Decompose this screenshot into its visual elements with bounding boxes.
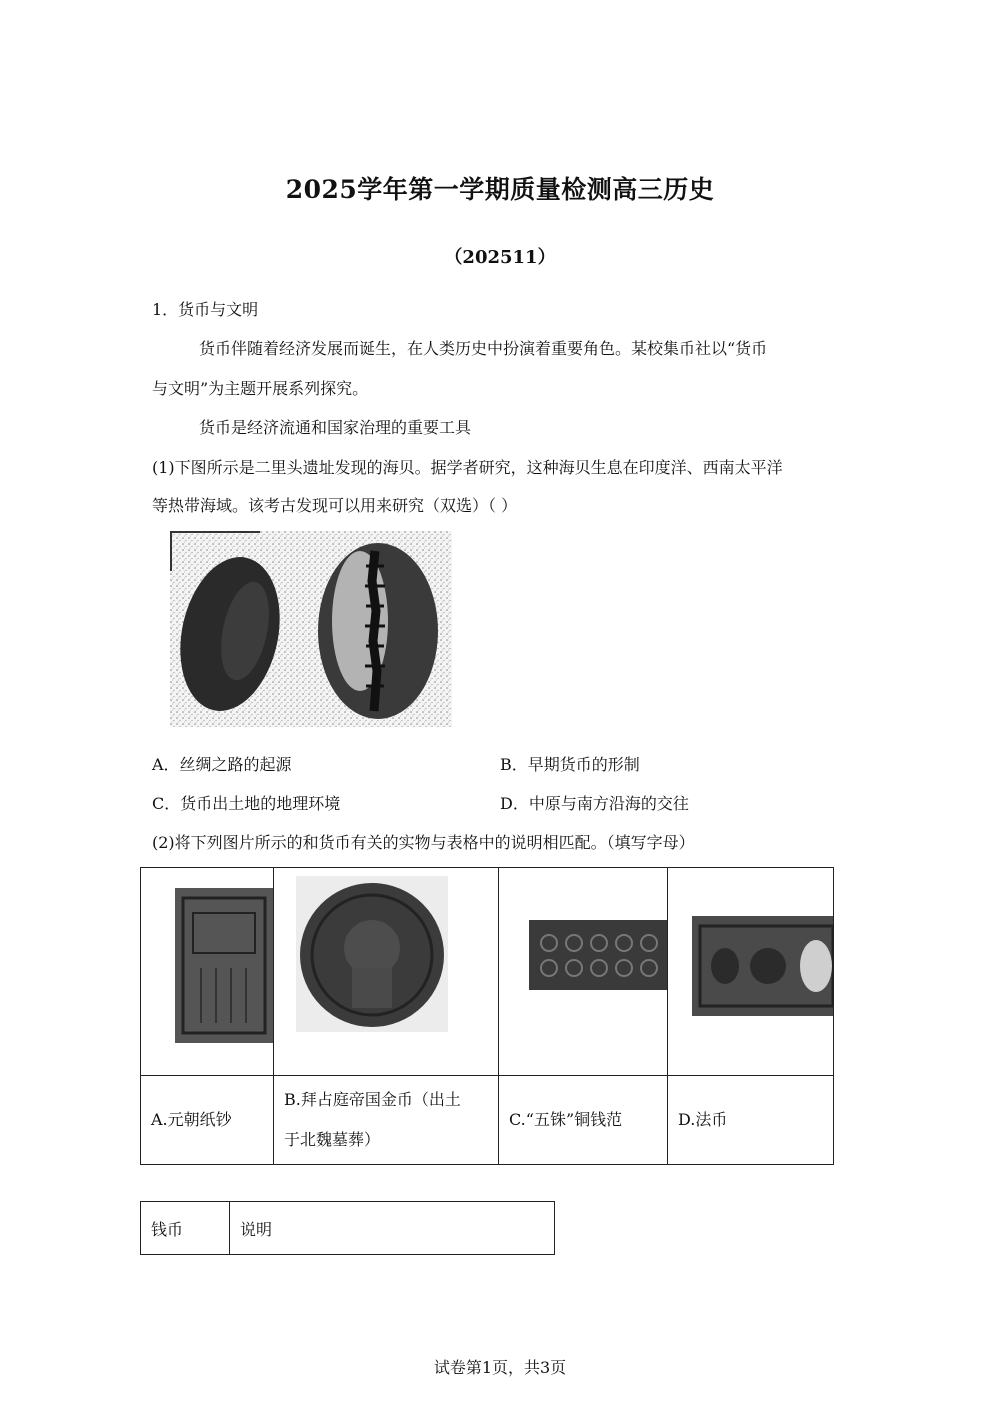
question-heading: 1．货币与文明 — [152, 300, 259, 319]
exam-date: （202511） — [444, 247, 556, 268]
label-d: D.法币 — [668, 1076, 834, 1165]
intro-line-2: 与文明”为主题开展系列探究。 — [152, 379, 369, 398]
option-a: A．丝绸之路的起源 — [152, 755, 292, 774]
yuan-paper-money-image — [141, 868, 273, 1075]
wuzhu-coin-mold-image — [499, 868, 667, 1075]
column-header-coin: 钱币 — [141, 1202, 230, 1255]
section-title: 货币是经济流通和国家治理的重要工具 — [199, 418, 472, 437]
cell-yuan-paper-money — [141, 868, 274, 1076]
currency-picture-table — [140, 867, 834, 1165]
label-b: B.拜占庭帝国金币（出土 于北魏墓葬） — [274, 1076, 499, 1165]
option-b: B．早期货币的形制 — [500, 755, 640, 774]
label-c: C.“五铢”铜钱范 — [499, 1076, 668, 1165]
cowrie-shells-image — [170, 531, 452, 727]
cell-byzantine-coin — [274, 868, 499, 1076]
intro-line-1: 货币伴随着经济发展而诞生，在人类历史中扮演着重要角色。某校集币社以“货币 — [199, 339, 768, 358]
option-d: D．中原与南方沿海的交往 — [500, 794, 689, 813]
option-c: C．货币出土地的地理环境 — [152, 794, 341, 813]
page-title: 2025学年第一学期质量检测高三历史 — [285, 175, 715, 204]
cell-fabi — [668, 868, 834, 1076]
sub-question-1-line-2: 等热带海域。该考古发现可以用来研究（双选）（ ） — [152, 496, 518, 515]
page-footer: 试卷第1页，共3页 — [433, 1358, 567, 1377]
matching-answer-table — [140, 1201, 555, 1255]
label-a: A.元朝纸钞 — [141, 1076, 274, 1165]
sub-question-2: (2)将下列图片所示的和货币有关的实物与表格中的说明相匹配。（填写字母） — [152, 833, 695, 852]
column-header-description: 说明 — [230, 1202, 555, 1255]
byzantine-coin-image — [274, 868, 498, 1075]
cell-wuzhu-mold — [499, 868, 668, 1076]
sub-question-1-line-1: (1)下图所示是二里头遗址发现的海贝。据学者研究，这种海贝生息在印度洋、西南太平洋 — [152, 458, 783, 477]
fabi-banknote-image — [668, 868, 833, 1075]
